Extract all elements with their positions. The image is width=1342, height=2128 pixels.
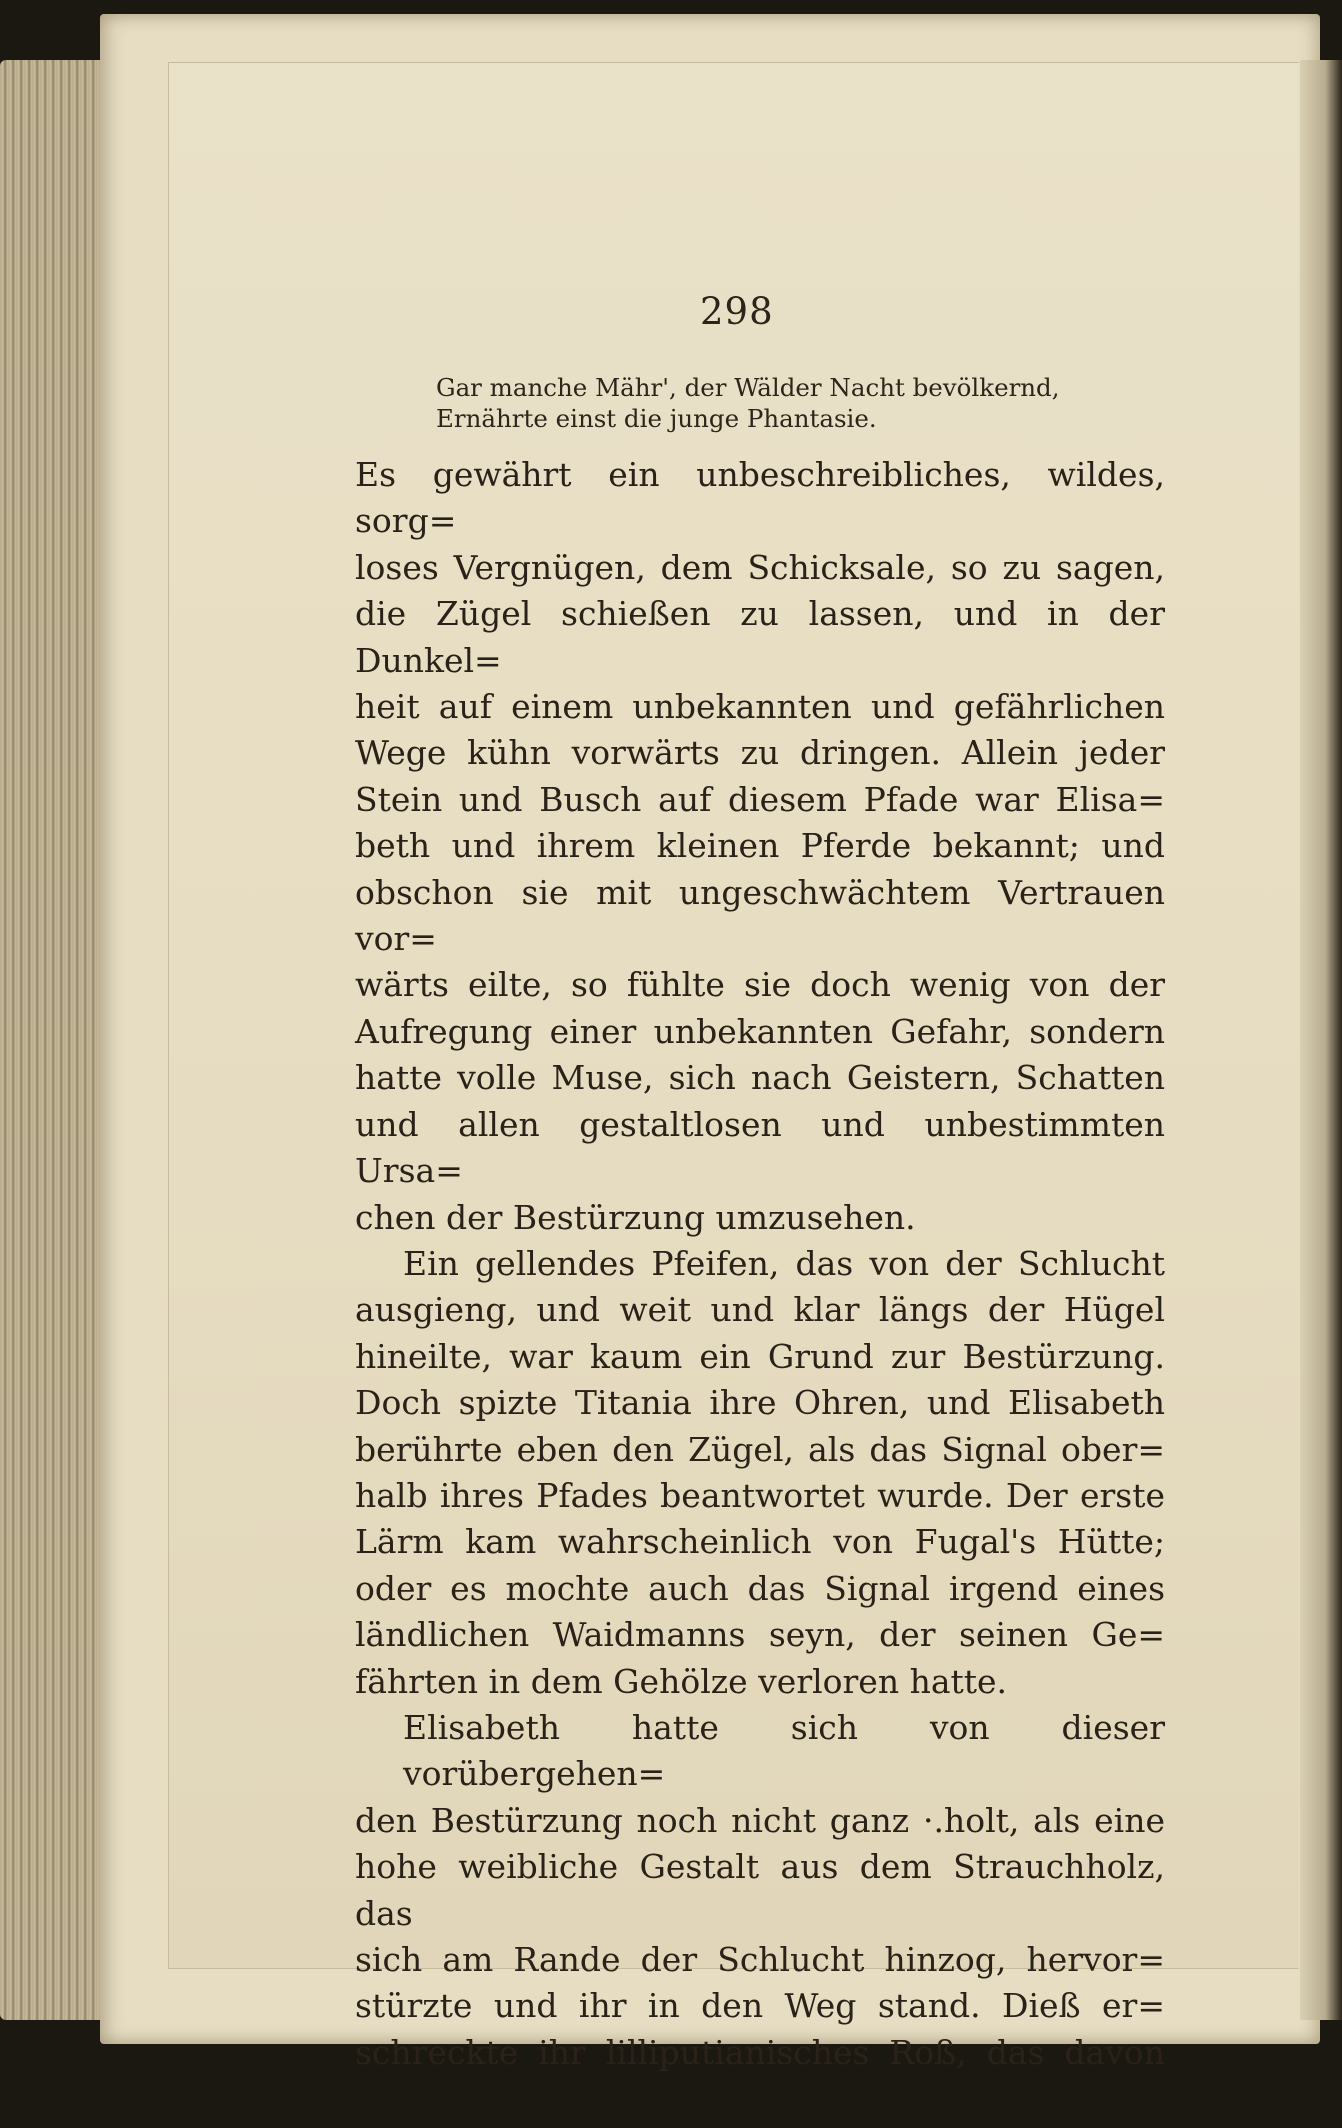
body-line: ländlichen Waidmanns seyn, der seinen Ge= [355,1615,1165,1655]
body-line: ausgieng, und weit und klar längs der Hügel [355,1290,1165,1330]
body-line: Elisabeth hatte sich von dieser vorübergehen= [403,1707,1165,1794]
epigraph [436,372,1126,434]
body-line: stürzte und ihr in den Weg stand. Dieß er= [355,1986,1165,2026]
body-line: oder es mochte auch das Signal irgend eines [355,1568,1165,1608]
body-line: Wege kühn vorwärts zu dringen. Allein jeder [355,733,1165,773]
body-line: Stein und Busch auf diesem Pfade war Elisa= [355,779,1165,819]
body-line: loses Vergnügen, dem Schicksale, so zu sagen, [355,547,1165,587]
body-line: fährten in dem Gehölze verloren hatte. [355,1661,1008,1701]
body-line: schreckte ihr lilliputianisches Roß, das davon [355,2032,1165,2072]
body-line: Doch spizte Titania ihre Ohren, und Elisabeth [355,1383,1165,1423]
body-line: chen der Bestürzung umzusehen. [355,1197,916,1237]
epigraph-line: Ernährte einst die junge Phantasie. [436,404,877,433]
body-line: hohe weibliche Gestalt aus dem Strauchholz, das [355,1847,1165,1933]
body-line: halb ihres Pfades beantwortet wurde. Der erste [355,1475,1165,1515]
body-line: und allen gestaltlosen und unbestimmten Ursa= [355,1104,1165,1191]
body-line: wärts eilte, so fühlte sie doch wenig von der [355,965,1165,1005]
epigraph-line: Gar manche Mähr', der Wälder Nacht bevölkernd, [436,373,1060,402]
page-right-edge [1300,60,1342,2020]
body-line: beth und ihrem kleinen Pferde bekannt; und [355,826,1165,866]
body-line: Ein gellendes Pfeifen, das von der Schlucht [403,1243,1165,1283]
body-line: die Zügel schießen zu lassen, und in der Dunkel= [355,594,1165,680]
body-line: Es gewährt ein unbeschreibliches, wildes, sorg= [355,455,1165,541]
body-line: Aufregung einer unbekannten Gefahr, sondern [355,1011,1165,1051]
body-line: hineilte, war kaum ein Grund zur Bestürzung. [355,1336,1165,1376]
body-text [355,452,1165,2076]
body-line: Lärm kam wahrscheinlich von Fugal's Hütte; [355,1522,1165,1562]
page-number: 298 [700,290,774,333]
body-line: heit auf einem unbekannten und gefährlichen [355,687,1165,727]
body-line: obschon sie mit ungeschwächtem Vertrauen vor= [355,872,1165,959]
body-line: sich am Rande der Schlucht hinzog, hervor= [355,1940,1165,1979]
body-line: berührte eben den Zügel, als das Signal ober= [355,1429,1165,1469]
body-line: hatte volle Muse, sich nach Geistern, Schatten [355,1058,1165,1098]
body-line: den Bestürzung noch nicht ganz ·.holt, als eine [355,1800,1165,1840]
